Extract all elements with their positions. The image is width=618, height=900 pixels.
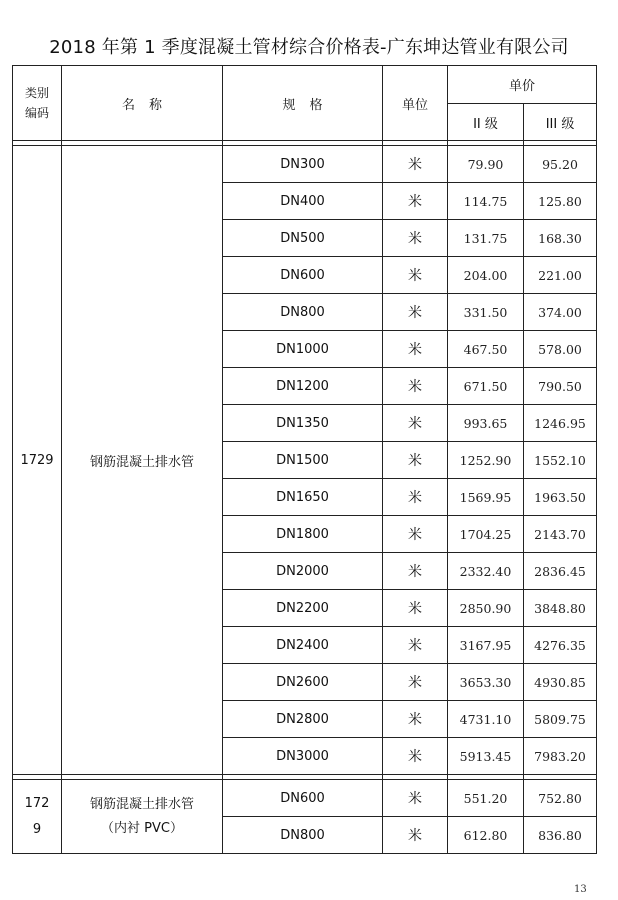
price-grade2-cell: 5913.45 [448, 738, 524, 775]
header-grade2: II 级 [448, 104, 524, 141]
spec-cell: DN400 [223, 183, 383, 220]
unit-cell: 米 [383, 780, 448, 817]
header-code-line1: 类别 [24, 86, 49, 100]
price-grade3-cell: 752.80 [524, 780, 597, 817]
price-grade3-cell: 1246.95 [524, 405, 597, 442]
table-row [13, 780, 597, 817]
price-grade3-cell: 1552.10 [524, 442, 597, 479]
spec-cell: DN2400 [223, 627, 383, 664]
unit-cell: 米 [383, 817, 448, 854]
spec-cell: DN2800 [223, 701, 383, 738]
price-grade2-cell: 551.20 [448, 780, 524, 817]
price-grade3-cell: 374.00 [524, 294, 597, 331]
spec-cell: DN1000 [223, 331, 383, 368]
spec-cell: DN1500 [223, 442, 383, 479]
unit-cell: 米 [383, 479, 448, 516]
price-grade3-cell: 1963.50 [524, 479, 597, 516]
spec-cell: DN1350 [223, 405, 383, 442]
product-name-line1: 钢筋混凝土排水管 [89, 796, 194, 812]
price-grade3-cell: 836.80 [524, 817, 597, 854]
unit-cell: 米 [383, 664, 448, 701]
price-grade2-cell: 3653.30 [448, 664, 524, 701]
price-grade2-cell: 993.65 [448, 405, 524, 442]
unit-cell: 米 [383, 627, 448, 664]
price-table [12, 65, 597, 854]
price-grade3-cell: 168.30 [524, 220, 597, 257]
price-grade3-cell: 95.20 [524, 146, 597, 183]
price-grade2-cell: 1252.90 [448, 442, 524, 479]
price-grade3-cell: 2143.70 [524, 516, 597, 553]
table-row [13, 146, 597, 183]
price-grade3-cell: 4930.85 [524, 664, 597, 701]
spec-cell: DN1200 [223, 368, 383, 405]
spec-cell: DN800 [223, 294, 383, 331]
page-title: 2018 年第 1 季度混凝土管材综合价格表-广东坤达管业有限公司 [49, 37, 569, 58]
header-spec: 规格 [223, 66, 383, 141]
category-code: 1729 [13, 146, 62, 775]
unit-cell: 米 [383, 553, 448, 590]
price-grade2-cell: 79.90 [448, 146, 524, 183]
category-code-line2: 9 [32, 821, 42, 837]
price-grade2-cell: 2332.40 [448, 553, 524, 590]
price-grade2-cell: 204.00 [448, 257, 524, 294]
page-number: 13 [574, 884, 587, 895]
price-grade3-cell: 790.50 [524, 368, 597, 405]
price-grade3-cell: 2836.45 [524, 553, 597, 590]
header-price: 单价 [448, 66, 597, 104]
unit-cell: 米 [383, 701, 448, 738]
price-grade3-cell: 578.00 [524, 331, 597, 368]
product-name: 钢筋混凝土排水管 [62, 146, 223, 775]
unit-cell: 米 [383, 590, 448, 627]
price-grade2-cell: 1704.25 [448, 516, 524, 553]
header-code [13, 66, 62, 141]
price-grade2-cell: 4731.10 [448, 701, 524, 738]
spec-cell: DN600 [223, 257, 383, 294]
unit-cell: 米 [383, 738, 448, 775]
spec-cell: DN1650 [223, 479, 383, 516]
header-unit: 单位 [383, 66, 448, 141]
price-grade2-cell: 114.75 [448, 183, 524, 220]
unit-cell: 米 [383, 442, 448, 479]
category-code [13, 780, 62, 854]
spec-cell: DN1800 [223, 516, 383, 553]
unit-cell: 米 [383, 220, 448, 257]
spec-cell: DN2000 [223, 553, 383, 590]
price-grade3-cell: 5809.75 [524, 701, 597, 738]
spec-cell: DN600 [223, 780, 383, 817]
spec-cell: DN500 [223, 220, 383, 257]
unit-cell: 米 [383, 183, 448, 220]
unit-cell: 米 [383, 368, 448, 405]
header-grade3: III 级 [524, 104, 597, 141]
category-code-line1: 172 [24, 795, 50, 811]
header-name: 名称 [62, 66, 223, 141]
price-grade2-cell: 3167.95 [448, 627, 524, 664]
unit-cell: 米 [383, 294, 448, 331]
price-grade3-cell: 7983.20 [524, 738, 597, 775]
price-grade2-cell: 467.50 [448, 331, 524, 368]
product-name-line2: （内衬 PVC） [101, 820, 183, 836]
unit-cell: 米 [383, 257, 448, 294]
price-grade3-cell: 125.80 [524, 183, 597, 220]
header-code-line2: 编码 [24, 106, 49, 120]
price-grade2-cell: 331.50 [448, 294, 524, 331]
unit-cell: 米 [383, 405, 448, 442]
spec-cell: DN2200 [223, 590, 383, 627]
price-grade2-cell: 131.75 [448, 220, 524, 257]
price-grade3-cell: 221.00 [524, 257, 597, 294]
price-grade3-cell: 4276.35 [524, 627, 597, 664]
price-grade3-cell: 3848.80 [524, 590, 597, 627]
spec-cell: DN3000 [223, 738, 383, 775]
price-grade2-cell: 2850.90 [448, 590, 524, 627]
price-grade2-cell: 671.50 [448, 368, 524, 405]
product-name [62, 780, 223, 854]
spec-cell: DN800 [223, 817, 383, 854]
price-grade2-cell: 1569.95 [448, 479, 524, 516]
unit-cell: 米 [383, 331, 448, 368]
unit-cell: 米 [383, 146, 448, 183]
spec-cell: DN2600 [223, 664, 383, 701]
unit-cell: 米 [383, 516, 448, 553]
price-grade2-cell: 612.80 [448, 817, 524, 854]
spec-cell: DN300 [223, 146, 383, 183]
